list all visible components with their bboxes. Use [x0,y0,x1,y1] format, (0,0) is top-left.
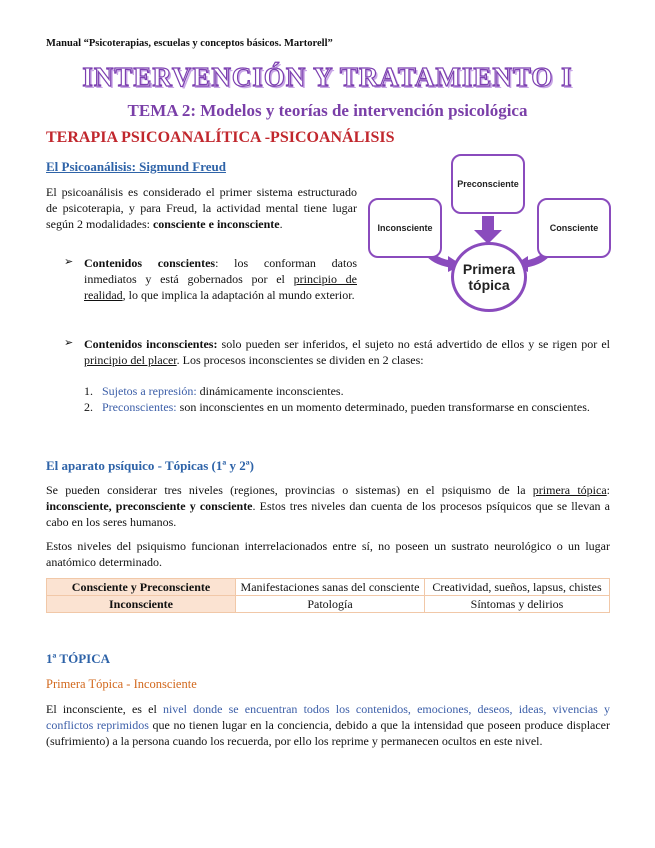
topica-paragraph [46,701,610,749]
bullet2-label: Contenidos inconscientes: [84,337,218,351]
aparato-colon: : [606,483,610,497]
primera-topica-link: primera tópica [532,483,607,497]
table-row [47,596,610,613]
arrow-down-icon [474,216,502,244]
list-text: son inconscientes en un momento determinado, pueden transformarse en conscientes. [176,400,590,414]
topica-heading: 1ª TÓPICA [46,651,110,666]
arrow-bullet-icon: ➢ [64,256,74,268]
bullet2-text: solo pueden ser inferidos, el sujeto no está advertido de ellos y se rigen por el [217,337,611,351]
bullet1-label: Contenidos conscientes [84,256,216,270]
list-label: Sujetos a represión: [102,384,197,398]
topica-text: El inconsciente, es el [46,702,163,716]
section-title: TERAPIA PSICOANALÍTICA -PSICOANÁLISIS [46,129,395,146]
intro-text: El psicoanálisis es considerado el primer sistema estructurado de psicoterapia, y para Freud, la actividad mental tiene lugar según 2 modalidades: [46,185,357,231]
niveles-table [46,578,610,613]
aparato-paragraph-2: Estos niveles del psiquismo funcionan interrelacionados entre sí, no poseen un sustrato neurológico o un lugar anatómico determinado. [46,539,610,569]
table-cell: Consciente y Preconsciente [47,579,236,596]
topica-highlight: nivel donde se encuentran todos los contenidos, emociones, deseos, ideas, vivencias y conflictos reprimidos [46,702,611,732]
aparato-paragraph-1 [46,482,610,530]
topica-text-end: que no tienen lugar en la conciencia, debido a que la intensidad que poseen produce displacer (sufrimiento) a la persona cuando los recuerda, por ello los reprime y permanecen ocultos en este nivel. [46,718,611,748]
list-item [84,399,610,415]
diagram-preconsciente: Preconsciente [451,154,525,214]
principio-realidad: principio de realidad [84,272,357,302]
list-text: dinámicamente inconscientes. [196,384,344,398]
primera-topica-diagram [364,150,614,310]
topic-subtitle: TEMA 2: Modelos y teorías de intervención psicológica [127,101,528,120]
aparato-bold: inconsciente, preconsciente y consciente [46,499,253,513]
procesos-list [84,383,610,415]
intro-end: . [279,217,283,231]
aparato-heading: El aparato psíquico - Tópicas (1ª y 2ª) [46,458,254,473]
list-number: 1. [84,384,93,398]
bullet-inconscientes [64,336,611,368]
manual-header: Manual “Psicoterapias, escuelas y conceptos básicos. Martorell” [46,38,333,49]
aparato-text-end: . Estos tres niveles dan cuenta de los procesos psíquicos que se llevan a cabo en los seres humanos. [46,499,610,529]
bullet1-text: : los conforman datos inmediatos y está gobernados por el [84,256,357,286]
table-cell: Síntomas y delirios [425,596,610,613]
table-cell: Inconsciente [47,596,236,613]
table-cell: Creatividad, sueños, lapsus, chistes [425,579,610,596]
psicoanalisis-intro [46,184,357,232]
diagram-consciente: Consciente [537,198,611,258]
intro-bold: consciente e inconsciente [152,217,280,231]
diagram-primera-topica: Primera tópica [451,242,527,312]
psicoanalisis-heading: El Psicoanálisis: Sigmund Freud [46,159,226,174]
table-cell: Manifestaciones sanas del consciente [236,579,425,596]
table-row [47,579,610,596]
principio-placer: principio del placer [84,353,177,367]
arrow-bullet-icon: ➢ [64,337,74,349]
list-label: Preconscientes: [102,400,177,414]
main-title: INTERVENCIÓN Y TRATAMIENTO I [82,62,573,92]
table-cell: Patología [236,596,425,613]
list-number: 2. [84,400,93,414]
list-item [84,383,610,399]
topica-subheading: Primera Tópica - Inconsciente [46,677,197,691]
bullet-conscientes [64,255,357,303]
bullet2-text-end: . Los procesos inconscientes se dividen en 2 clases: [176,353,424,367]
bullet1-text-end: , lo que implica la adaptación al mundo exterior. [122,288,355,302]
diagram-inconsciente: Inconsciente [368,198,442,258]
aparato-text: Se pueden considerar tres niveles (regiones, provincias o sistemas) en el psiquismo de la [46,483,533,497]
